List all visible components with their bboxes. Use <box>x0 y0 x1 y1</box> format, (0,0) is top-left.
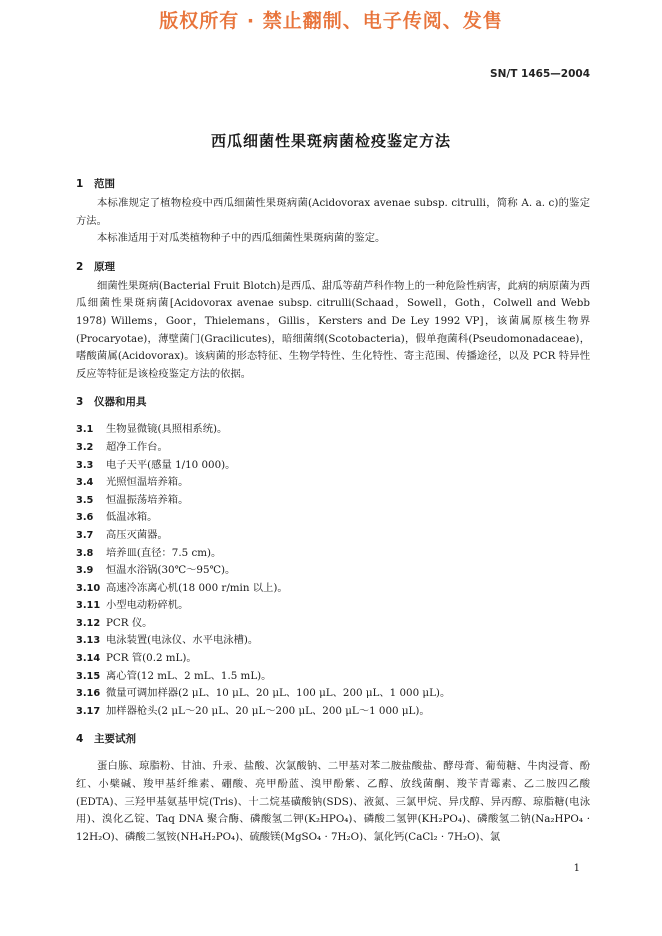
watermark-banner: 版权所有 · 禁止翻制、电子传阅、发售 <box>159 10 503 32</box>
item-number: 3.14 <box>76 653 101 665</box>
section-number: 3 <box>76 396 84 409</box>
item-text: 恒温水浴锅(30℃～95℃)。 <box>106 564 236 577</box>
item-text: 低温冰箱。 <box>106 511 158 524</box>
item-text: 加样器枪头(2 μL～20 μL、20 μL～200 μL、200 μL～1 000 μL)。 <box>106 704 430 717</box>
item-text: 微量可调加样器(2 μL、10 μL、20 μL、100 μL、200 μL、1 000 μL)。 <box>106 687 451 700</box>
list-item <box>76 703 590 721</box>
section-4-heading <box>76 731 590 750</box>
list-item <box>76 668 590 686</box>
section-number: 4 <box>76 733 84 746</box>
item-number: 3.3 <box>76 459 94 471</box>
list-item <box>76 474 590 492</box>
list-item <box>76 421 590 439</box>
page-number: 1 <box>573 863 580 874</box>
section-4-paragraph-1: 蛋白胨、琼脂粉、甘油、升汞、盐酸、次氯酸钠、二甲基对苯二胺盐酸盐、酵母膏、葡萄糖、牛肉浸膏、酚红、小檗碱、羧甲基纤维素、硼酸、亮甲酚蓝、溴甲酚紫、乙醇、放线菌酮、羧苄青霉素、乙二胺四乙酸(EDTA)、三羟甲基氨基甲烷(Tris)、十二烷基磺酸钠(SDS)、液氮、三氯甲烷、异戊醇、异丙醇、琼脂糖(电泳用)、溴化乙锭、Taq DNA 聚合酶、磷酸氢二钾(K₂HPO₄)、磷酸二氢钾(KH₂PO₄)、磷酸氢二钠(Na₂HPO₄ · 12H₂O)、磷酸二氢铵(NH₄H₂PO₄)、硫酸镁(MgSO₄ · 7H₂O)、氯化钙(CaCl₂ · 7H₂O)、氯 <box>76 760 590 843</box>
item-number: 3.16 <box>76 688 101 700</box>
item-text: 恒温振荡培养箱。 <box>106 493 189 506</box>
document-title: 西瓜细菌性果斑病菌检疫鉴定方法 <box>210 132 451 150</box>
section-2-heading <box>76 259 590 278</box>
item-text: PCR 管(0.2 mL)。 <box>106 652 197 665</box>
item-text: 超净工作台。 <box>106 440 168 453</box>
standard-code: SN/T 1465—2004 <box>490 68 590 80</box>
item-number: 3.1 <box>76 424 94 436</box>
item-number: 3.4 <box>76 477 94 489</box>
list-item <box>76 685 590 703</box>
item-number: 3.9 <box>76 565 94 577</box>
list-item <box>76 580 590 598</box>
item-number: 3.10 <box>76 582 101 594</box>
section-title: 主要试剂 <box>94 733 136 746</box>
section-1-paragraph-2: 本标准适用于对瓜类植物种子中的西瓜细菌性果斑病菌的鉴定。 <box>97 232 386 245</box>
list-item <box>76 650 590 668</box>
section-2-paragraph-1: 细菌性果斑病(Bacterial Fruit Blotch)是西瓜、甜瓜等葫芦科作物上的一种危险性病害，此病的病原菌为西瓜细菌性果斑病菌[Acidovorax avenae subsp. citrulli(Schaad，Sowell，Goth，Colwell and Webb 1978) Willems，Goor，Thielemans，Gillis，Kersters and De Ley 1992 VP]，该菌属原核生物界(Procaryotae)，薄壁菌门(Gracilicutes)，暗细菌纲(Scotobacteria)，假单孢菌科(Pseudomonadaceae)，嗜酸菌属(Acidovorax)。该病菌的形态特征、生物学特性、生化特性、寄主范围、传播途径，以及 PCR 特异性反应等特征是该检疫鉴定方法的依据。 <box>76 279 590 380</box>
item-text: 高速冷冻离心机(18 000 r/min 以上)。 <box>106 581 288 594</box>
item-text: 生物显微镜(具照相系统)。 <box>106 423 228 436</box>
section-3-heading <box>76 394 590 413</box>
list-item <box>76 632 590 650</box>
item-number: 3.17 <box>76 705 101 717</box>
section-title: 仪器和用具 <box>94 396 147 409</box>
item-text: 培养皿(直径：7.5 cm)。 <box>106 546 222 559</box>
list-item <box>76 545 590 563</box>
section-number: 1 <box>76 178 84 190</box>
section-title: 原理 <box>94 260 115 273</box>
document-body <box>76 176 590 846</box>
item-number: 3.5 <box>76 494 94 506</box>
item-text: 小型电动粉碎机。 <box>106 599 189 612</box>
section-number: 2 <box>76 260 84 273</box>
list-item <box>76 457 590 475</box>
list-item <box>76 509 590 527</box>
list-item <box>76 615 590 633</box>
item-number: 3.11 <box>76 600 101 612</box>
section-title: 范围 <box>94 178 115 190</box>
item-number: 3.7 <box>76 529 94 541</box>
item-text: 离心管(12 mL、2 mL、1.5 mL)。 <box>106 669 272 682</box>
section-1-heading <box>76 176 590 195</box>
list-item <box>76 439 590 457</box>
item-number: 3.8 <box>76 547 94 559</box>
item-text: 电泳装置(电泳仪、水平电泳槽)。 <box>106 634 259 647</box>
list-item <box>76 492 590 510</box>
equipment-list <box>76 421 590 720</box>
item-number: 3.6 <box>76 512 94 524</box>
list-item <box>76 562 590 580</box>
item-text: 光照恒温培养箱。 <box>106 476 189 489</box>
section-1-paragraph-1: 本标准规定了植物检疫中西瓜细菌性果斑病菌(Acidovorax avenae subsp. citrulli，简称 A. a. c)的鉴定方法。 <box>76 197 590 227</box>
item-text: PCR 仪。 <box>106 616 153 629</box>
item-text: 电子天平(感量 1/10 000)。 <box>106 458 236 471</box>
item-number: 3.15 <box>76 670 101 682</box>
list-item <box>76 527 590 545</box>
list-item <box>76 597 590 615</box>
item-number: 3.12 <box>76 617 101 629</box>
item-number: 3.13 <box>76 635 101 647</box>
item-number: 3.2 <box>76 441 94 453</box>
item-text: 高压灭菌器。 <box>106 528 168 541</box>
